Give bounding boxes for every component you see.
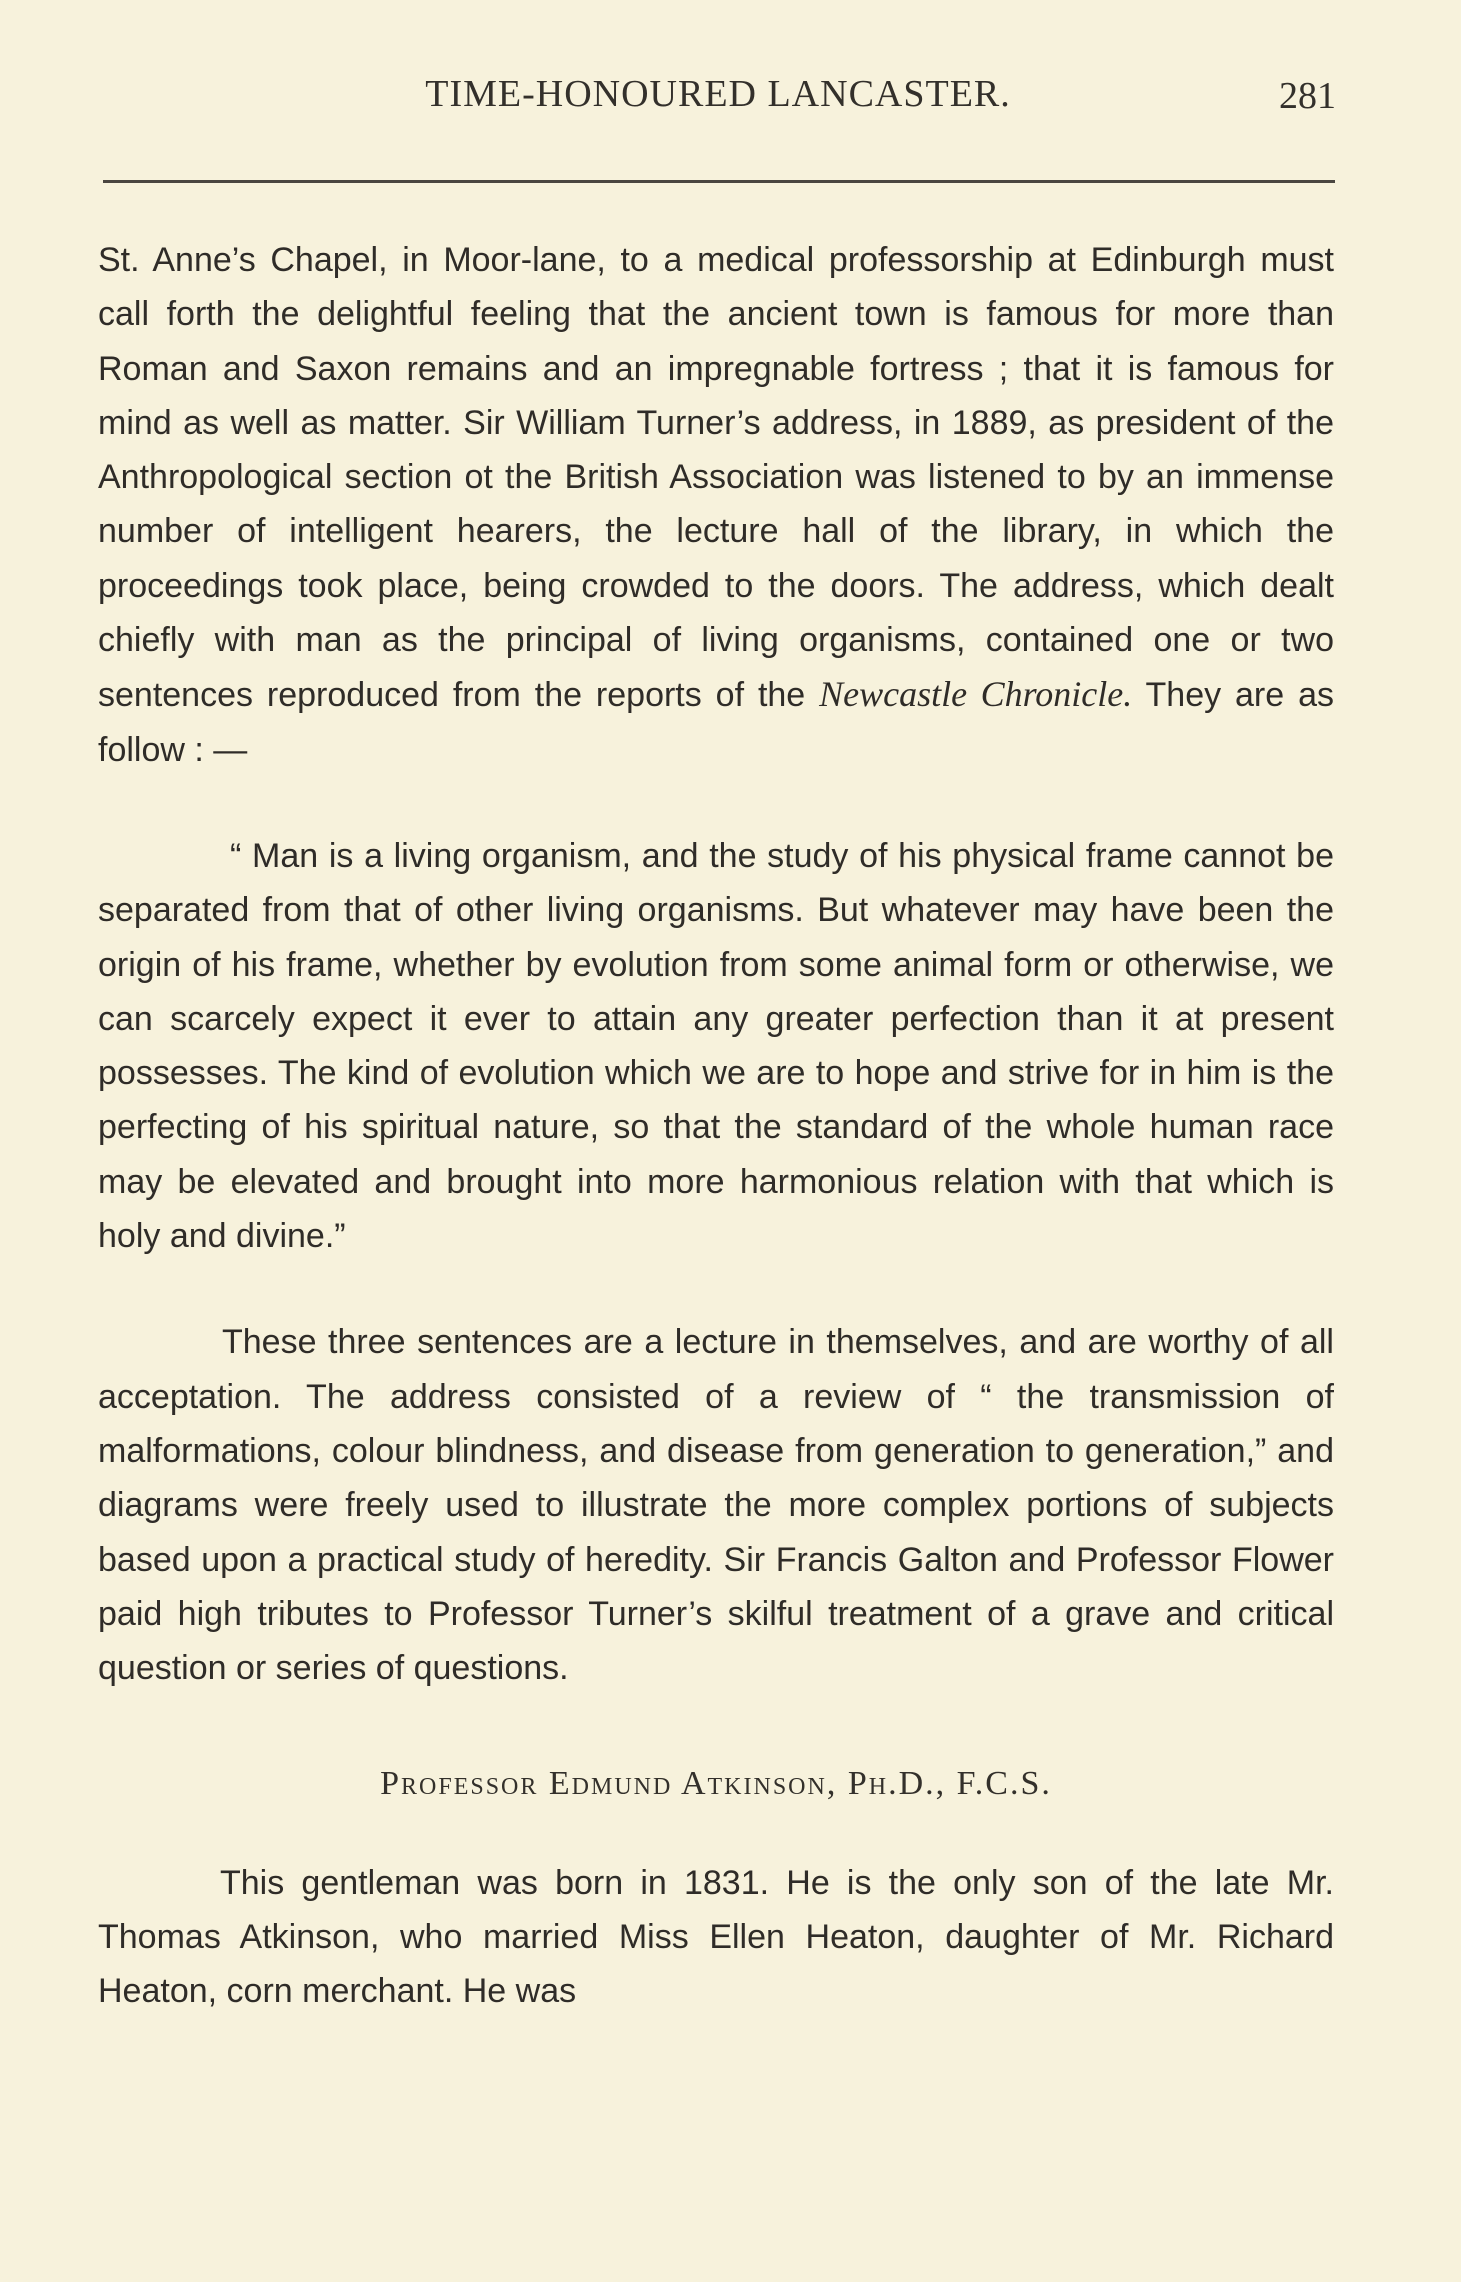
quotation-paragraph: “ Man is a living organism, and the study of his physical frame cannot be separated from that of other living organisms. But whatever may have been the origin of his frame, whether by evolution from some animal form or otherwise, we can scarcely expect it ever to attain any greater perfection than it at present possesses. The kind of evolution which we are to hope and strive for in him is the perfecting of his spiritual nature, so that the standard of the whole human race may be elevated and brought into more harmonious relation with that which is holy and divine.” [98, 836, 1334, 1256]
paragraph-3: This gentleman was born in 1831. He is the only son of the late Mr. Thomas Atkinson, who married Miss Ellen Heaton, daughter of Mr. Richard Heaton, corn merchant. He was [98, 1863, 1334, 2011]
header-rule [103, 180, 1335, 183]
running-title: TIME-HONOURED LANCASTER. [425, 73, 1011, 115]
paragraph-1-ending: They are as follow : — [98, 676, 1334, 769]
body-text [98, 233, 1334, 2019]
paragraph-1-text: St. Anne’s Chapel, in Moor-lane, to a medical professorship at Edinburgh must call forth the delightful feeling that the ancient town is famous for more than Roman and Saxon remains and an impregnable fortress ; that it is famous for mind as well as matter. Sir William Turner’s address, in 1889, as president of the Anthropological section ot the British Association was listened to by an immense number of intelligent hearers, the lecture hall of the library, in which the proceedings took place, being crowded to the doors. The address, which dealt chiefly with man as the principal of living organisms, contained one or two sentences reproduced from the reports of the [98, 241, 1334, 715]
newspaper-title: Newcastle Chronicle. [819, 674, 1133, 715]
paragraph-1 [98, 233, 1334, 777]
page-header [100, 72, 1336, 132]
page-number: 281 [1279, 75, 1336, 117]
section-heading-text: Professor Edmund Atkinson, Ph.D., F.C.S. [380, 1765, 1052, 1803]
section-heading [98, 1757, 1334, 1811]
paragraph-2: These three sentences are a lecture in themselves, and are worthy of all acceptation. The address consisted of a review of “ the transmission of malformations, colour blindness, and disease from generation to generation,” and diagrams were freely used to illustrate the more complex portions of subjects based upon a practical study of heredity. Sir Francis Galton and Professor Flower paid high tributes to Professor Turner’s skilful treatment of a grave and critical question or series of questions. [98, 1323, 1334, 1688]
